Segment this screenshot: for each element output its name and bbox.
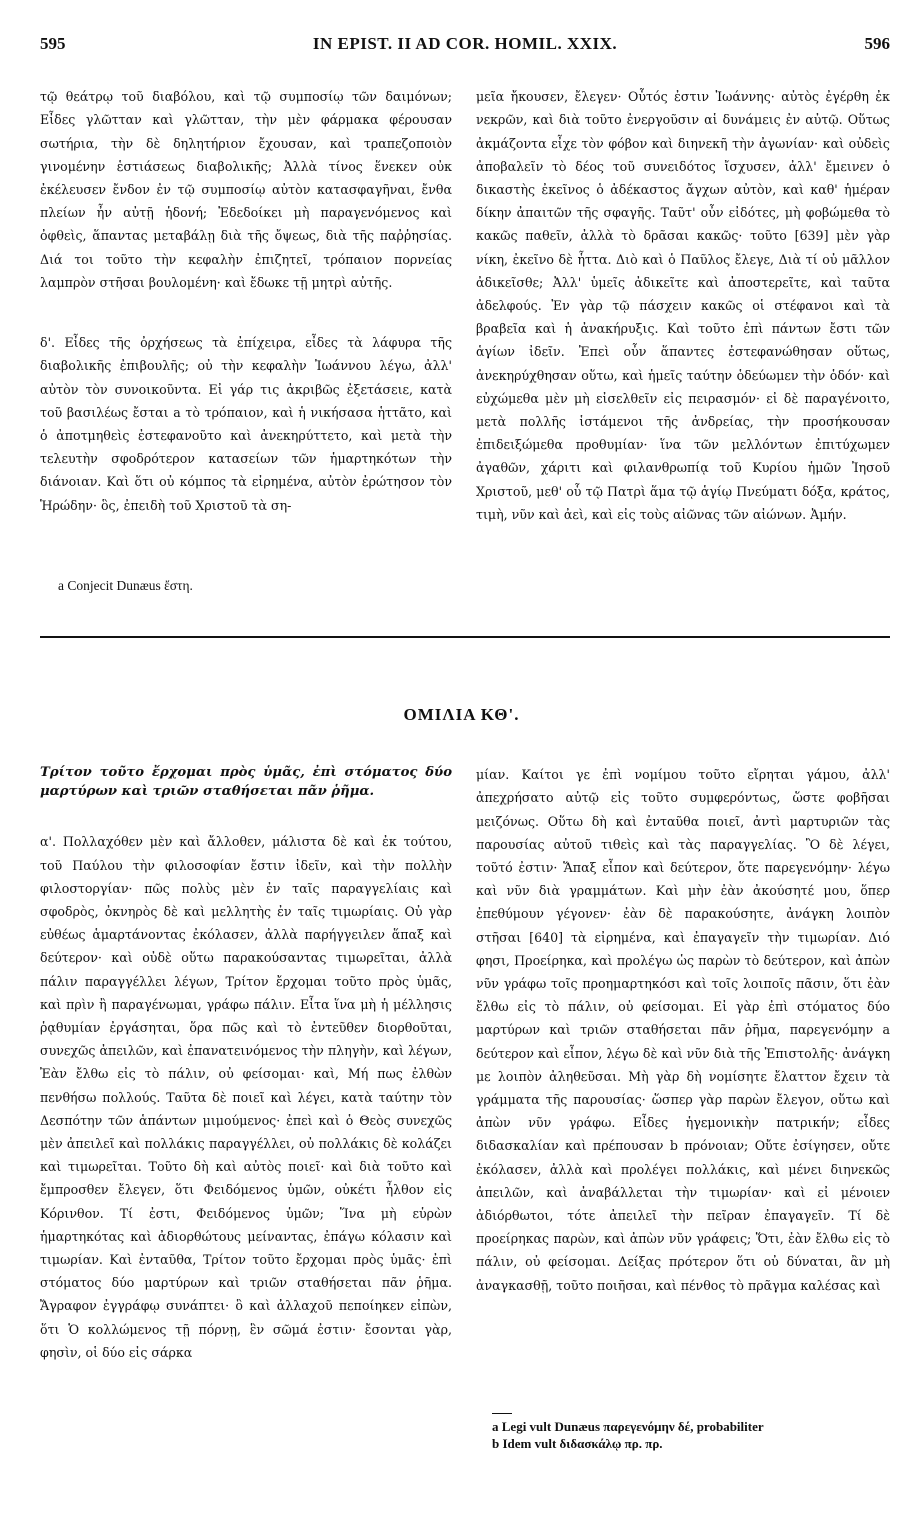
section-divider [40, 636, 890, 638]
footnote: a Legi vult Dunæus παρεγενόμην δέ, probabiliter [492, 1419, 764, 1434]
column-bottom-left [40, 740, 452, 1387]
footnote: b Idem vult διδασκάλῳ πρ. πρ. [492, 1436, 663, 1451]
running-head [40, 34, 890, 56]
page-number-left: 595 [40, 34, 66, 53]
paragraph: μίαν. Καίτοι γε ἐπὶ νομίμου τοῦτο εἴρηται γάμου, ἀλλ' ἀπεχρήσατο αὐτῷ εἰς τοῦτο συμφερόντως, ὥστε φοβῆσαι μειζόνως. Οὕτω δὴ καὶ ἐνταῦθα ποιεῖ, ἀντὶ μαρτυριῶν τὰς παρουσίας αὐτοῦ τιθεὶς καὶ τὰς παραγγελίας. Ὃ δὲ λέγει, τοῦτό ἐστιν· Ἅπαξ εἶπον καὶ δεύτερον, ὅτε παρεγενόμην· λέγω καὶ νῦν διὰ γραμμάτων. Καὶ μὴν ἐὰν ἀκούσητέ μου, ὅπερ ἐπεθύμουν γέγονεν· ἐὰν δὲ παρακούσητε, ἀνάγκη λοιπὸν στῆσαι [640] τὰ εἰρημένα, καὶ ἐπαγαγεῖν τὴν τιμωρίαν. Διό φησι, Προείρηκα, καὶ προλέγω ὡς παρὼν τὸ δεύτερον, καὶ ἀπὼν νῦν γράφω τοῖς προημαρτηκόσι καὶ τοῖς λοιποῖς πᾶσιν, ὅτι ἐὰν ἔλθω εἰς τὸ πάλιν, οὐ φείσομαι. Εἰ γὰρ ἐπὶ στόματος δύο μαρτύρων καὶ τριῶν σταθήσεται πᾶν ῥῆμα, παρεγενόμην a δεύτερον καὶ εἶπον, λέγω δὲ καὶ νῦν διὰ τῆς Ἐπιστολῆς· ἀνάγκη με λοιπὸν ἀληθεῦσαι. Μὴ γὰρ δὴ νομίσητε ἔλαττον ἔχειν τὰ γράμματα τῆς παρουσίας· ὥσπερ γὰρ παρὼν ἔλεγον, οὕτω καὶ ἀπὼν νῦν γράφω. Εἶδες ἡγεμονικὴν πατρικήν; εἶδες διδασκαλίαν καὶ πρέπουσαν b πρόνοιαν; Οὔτε ἐσίγησεν, οὔτε ἐκόλασεν, ἀλλὰ καὶ προλέγει πολλάκις, καὶ μένει διηνεκῶς ἀπειλῶν, καὶ ἀναβάλλεται τὴν τιμωρίαν· καὶ εἰ μένοιεν ἀδιόρθωτοι, τότε ἀπειλεῖ τὴν πεῖραν ἐπαγαγεῖν. Τί δὲ προείρηκας παρὼν, καὶ ἀπὼν νῦν γράφεις; Ὅτι, ἐὰν ἔλθω εἰς τὸ πάλιν, οὐ φείσομαι. Δείξας πρότερον ὅτι οὐ δύναται, ἂν μὴ ἀναγκασθῇ, τοῦτο ποιῆσαι, καὶ πένθος τὸ πρᾶγμα καλέσας καὶ [476, 767, 890, 1293]
running-title: IN EPIST. II AD COR. HOMIL. XXIX. [312, 34, 618, 53]
paragraph: μεῖα ἤκουσεν, ἔλεγεν· Οὗτός ἐστιν Ἰωάννης· αὐτὸς ἐγέρθη ἐκ νεκρῶν, καὶ διὰ τοῦτο ἐνεργοῦσιν αἱ δυνάμεις ἐν αὐτῷ. Οὕτως ἀκμάζοντα εἶχε τὸν φόβον καὶ διηνεκῆ τὴν ἀγωνίαν· καὶ οὐδεὶς ἀποβαλεῖν τὸ δέος τοῦ συνειδότος ἴσχυσεν, ἀλλ' ἔμεινεν ὁ δικαστὴς ἐκεῖνος ὁ ἀδέκαστος ἄγχων αὐτὸν, καὶ καθ' ἡμέραν δίκην ἀπαιτῶν τῆς σφαγῆς. Ταῦτ' οὖν εἰδότες, μὴ φοβώμεθα τὸ κακῶς παθεῖν, ἀλλὰ τὸ δρᾶσαι κακῶς· τοῦτο [639] μὲν γὰρ νίκη, ἐκεῖνο δὲ ἧττα. Διὸ καὶ ὁ Παῦλος ἔλεγε, Διὰ τί οὐ μᾶλλον ἀδικεῖσθε; Ἀλλ' ὑμεῖς ἀδικεῖτε καὶ ἀποστερεῖτε, καὶ ταῦτα ἀδελφούς. Ἐν γὰρ τῷ πάσχειν κακῶς οἱ στέφανοι καὶ τὰ βραβεῖα καὶ ἡ ἀνακήρυξις. Καὶ τοῦτο ἐπὶ πάντων ἔστι τῶν ἁγίων ἰδεῖν. Ἐπεὶ οὖν ἅπαντες ἐστεφανώθησαν οὕτως, ἀνεκηρύχθησαν οὕτω, καὶ ἡμεῖς ταύτην ὁδεύωμεν τὴν ὁδόν· καὶ εὐχώμεθα μὲν μὴ εἰσελθεῖν εἰς πειρασμόν· εἰ δὲ παραγένοιτο, μετὰ πολλῆς ἱστάμενοι τῆς ἀνδρείας, τὴν προσήκουσαν ἐπιδειξώμεθα προθυμίαν· ἵνα τῶν μελλόντων ἐπιτύχωμεν ἀγαθῶν, χάριτι καὶ φιλανθρωπίᾳ τοῦ Κυρίου ἡμῶν Ἰησοῦ Χριστοῦ, μεθ' οὗ τῷ Πατρὶ ἅμα τῷ ἁγίῳ Πνεύματι δόξα, κράτος, τιμὴ, νῦν καὶ ἀεὶ, καὶ εἰς τοὺς αἰῶνας τῶν αἰώνων. Ἀμήν. [476, 89, 890, 522]
paragraph: δ'. Εἶδες τῆς ὀρχήσεως τὰ ἐπίχειρα, εἶδες τὰ λάφυρα τῆς διαβολικῆς ἐπιβουλῆς; οὐ τὴν κεφαλὴν Ἰωάννου λέγω, ἀλλ' αὐτὸν τὸν συνοικοῦντα. Εἰ γάρ τις ἀκριβῶς ἐξετάσειε, κατὰ τοῦ βασιλέως ἔσται a τὸ τρόπαιον, καὶ ἡ νικήσασα ἡττᾶτο, καὶ ὁ ἀποτμηθεὶς ἐστεφανοῦτο καὶ ἀνεκηρύττετο, καὶ μετὰ τὴν τελευτὴν σφοδρότερον κατασείων τῶν ἡμαρτηκότων τὴν διάνοιαν. Καὶ ὅτι οὐ κόμπος τὰ εἰρημένα, αὐτὸν ἐρώτησον τὸν Ἡρώδην· ὃς, ἐπειδὴ τοῦ Χριστοῦ τὰ ση- [40, 335, 452, 513]
homily-title: ΟΜΙΛΙΑ ΚΘ'. [403, 705, 520, 724]
column-bottom-right [476, 740, 890, 1320]
page-number-right: 596 [864, 34, 890, 53]
footnote: a Conjecit Dunæus ἔστη. [58, 578, 193, 593]
paragraph: α'. Πολλαχόθεν μὲν καὶ ἄλλοθεν, μάλιστα δὲ καὶ ἐκ τούτου, τοῦ Παύλου τὴν φιλοσοφίαν ἔστιν ἰδεῖν, καὶ τὴν πολλὴν φιλοστοργίαν· πῶς πολὺς μὲν ἐν ταῖς παραγγελίαις καὶ σφοδρὸς, ὀκνηρὸς δὲ καὶ μελλητὴς ἐν ταῖς τιμωρίαις. Οὐ γὰρ εὐθέως ἁμαρτάνοντας ἐκόλασεν, ἀλλὰ παρήγγειλεν ἅπαξ καὶ δεύτερον· καὶ οὐδὲ οὕτω παρακούσαντας τιμωρεῖται, ἀλλὰ πάλιν παραγγέλλει λέγων, Τρίτον ἔρχομαι τοῦτο πρὸς ὑμᾶς, καὶ πρὶν ἢ παραγένωμαι, γράφω πάλιν. Εἶτα ἵνα μὴ ἡ μέλλησις ῥᾳθυμίαν ἐργάσηται, ὅρα πῶς καὶ τὸ ἐντεῦθεν διορθοῦται, συνεχῶς ἀπειλῶν, καὶ ἐπανατεινόμενος τὴν πληγὴν, καὶ λέγων, Ἐὰν ἔλθω εἰς τὸ πάλιν, οὐ φείσομαι· καὶ, Μή πως ἐλθὼν πενθήσω πολλούς. Ταῦτα δὲ ποιεῖ καὶ λέγει, κατὰ ταύτην τὸν Δεσπότην τῶν ἁπάντων μιμούμενος· ἐπεὶ καὶ ὁ Θεὸς συνεχῶς μὲν ἀπειλεῖ καὶ πολλάκις παραγγέλλει, οὐ πολλάκις δὲ κολάζει καὶ τιμωρεῖται. Τοῦτο δὴ καὶ αὐτὸς ποιεῖ· καὶ διὰ τοῦτο καὶ ἔμπροσθεν ἔλεγεν, ὅτι Φειδόμενος ὑμῶν, οὐκέτι ἦλθον εἰς Κόρινθον. Τί ἐστι, Φειδόμενος ὑμῶν; Ἵνα μὴ εὑρὼν ἡμαρτηκότας καὶ ἀδιορθώτους μείναντας, ἐπάγω κόλασιν καὶ τιμωρίαν. Καὶ ἐνταῦθα, Τρίτον τοῦτο ἔρχομαι πρὸς ὑμᾶς· ἐπὶ στόματος δύο μαρτύρων καὶ τριῶν σταθήσεται πᾶν ῥῆμα. Ἄγραφον ἐγγράφῳ συνάπτει· ὃ καὶ ἀλλαχοῦ πεποίηκεν εἰπὼν, ὅτι Ὁ κολλώμενος τῇ πόρνῃ, ἓν σῶμά ἐστιν· ἔσονται γὰρ, φησὶν, οἱ δύο εἰς σάρκα [40, 834, 452, 1360]
scripture-lemma: Τρίτον τοῦτο ἔρχομαι πρὸς ὑμᾶς, ἐπὶ στόματος δύο μαρτύρων καὶ τριῶν σταθήσεται πᾶν ῥῆμα. [40, 765, 452, 800]
column-top-left [40, 62, 452, 540]
column-top-right [476, 62, 890, 549]
footnotes [492, 1413, 892, 1452]
paragraph: τῷ θεάτρῳ τοῦ διαβόλου, καὶ τῷ συμποσίῳ τῶν δαιμόνων; Εἶδες γλῶτταν καὶ γλῶτταν, τὴν μὲν φάρμακα φέρουσαν σωτήρια, τὴν δὲ δηλητήριον ἔχουσαν, καὶ τραπεζοποιὸν γινομένην ἑστιάσεως διαβολικῆς; Ἀλλὰ τίνος ἕνεκεν οὐκ ἐκέλευσεν ἔνδον ἐν τῷ συμποσίῳ αὐτὸν κατασφαγῆναι, ἔνθα πλείων ἦν αὐτῇ ἡδονή; Ἐδεδοίκει μὴ παραγενόμενος καὶ ὀφθεὶς, ἅπαντας μεταβάλῃ διὰ τῆς ὄψεως, διὰ τῆς παῤῥησίας. Διά τοι τοῦτο τὴν κεφαλὴν ἐπιζητεῖ, τρόπαιον πορνείας λαμπρὸν στῆσαι βουλομένη· καὶ ἔδωκε τῇ μητρὶ αὐτῆς. [40, 89, 452, 290]
footnote-separator [492, 1413, 512, 1414]
